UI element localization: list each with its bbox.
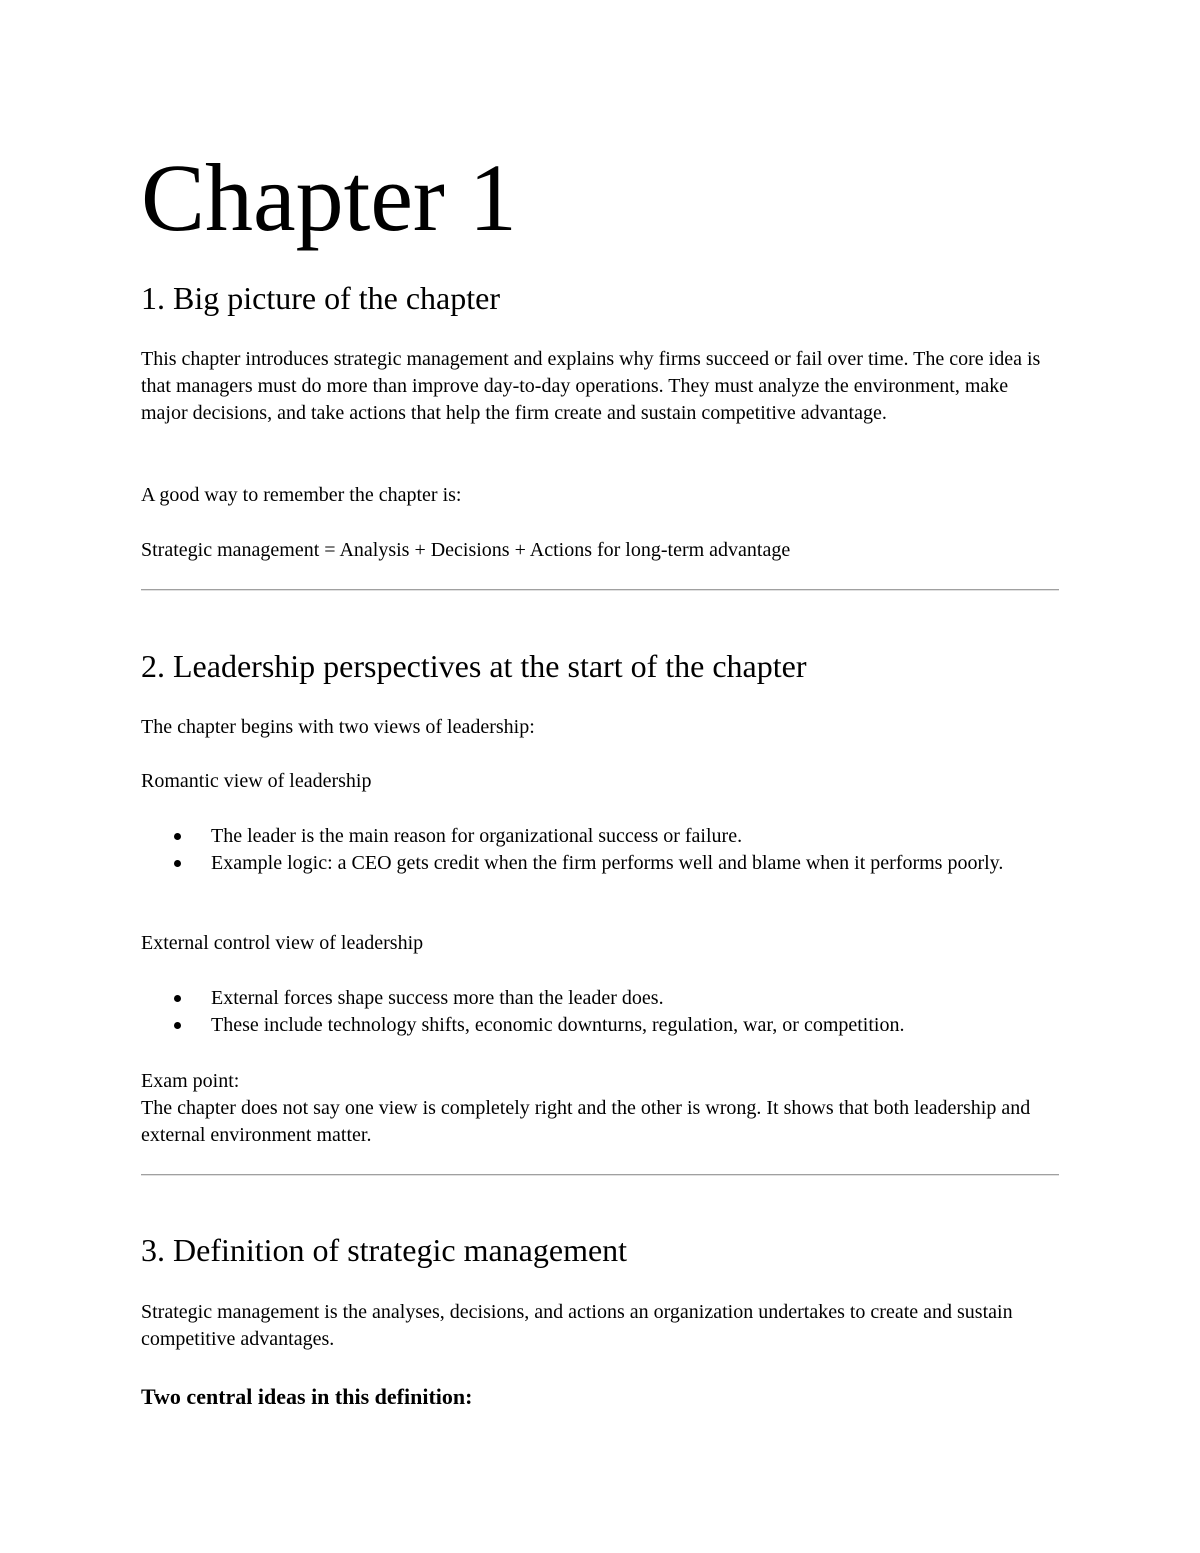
bullet-icon — [174, 995, 181, 1002]
exam-point-label: Exam point: — [141, 1070, 240, 1092]
external-view-label: External control view of leadership — [141, 932, 424, 954]
section-2-heading: 2. Leadership perspectives at the start of the chapter — [141, 648, 807, 684]
section-1-remember-line: A good way to remember the chapter is: — [141, 484, 462, 506]
romantic-view-list — [141, 823, 1059, 877]
list-item — [141, 985, 1091, 1012]
horizontal-rule — [141, 589, 1059, 591]
definition-text: Strategic management is the analyses, decisions, and actions an organization undertakes to create and sustain competitive advantages. — [141, 1301, 1013, 1350]
section-1-formula: Strategic management = Analysis + Decisions + Actions for long-term advantage — [141, 539, 791, 561]
bullet-icon — [174, 1022, 181, 1029]
section-1-paragraph: This chapter introduces strategic management and explains why firms succeed or fail over time. The core idea is that managers must do more than improve day-to-day operations. They must analyze the environment, make major decisions, and take actions that help the firm create and sustain competitive advantage. — [141, 348, 1041, 424]
list-item-text: Example logic: a CEO gets credit when the firm performs well and blame when it performs poorly. — [211, 852, 1004, 874]
list-item — [141, 1012, 1091, 1039]
section-1-heading: 1. Big picture of the chapter — [141, 280, 500, 316]
list-item-text: These include technology shifts, economic downturns, regulation, war, or competition. — [211, 1014, 905, 1036]
chapter-title: Chapter 1 — [141, 144, 517, 251]
section-3-heading: 3. Definition of strategic management — [141, 1232, 628, 1268]
list-item — [141, 823, 1011, 850]
list-item-text: External forces shape success more than the leader does. — [211, 987, 664, 1009]
external-view-list — [141, 985, 1059, 1039]
central-ideas-heading: Two central ideas in this definition: — [141, 1384, 473, 1409]
list-item — [141, 850, 1011, 877]
bullet-icon — [174, 860, 181, 867]
bullet-icon — [174, 833, 181, 840]
section-2-intro: The chapter begins with two views of leadership: — [141, 716, 535, 738]
horizontal-rule — [141, 1174, 1059, 1176]
exam-point-text: The chapter does not say one view is completely right and the other is wrong. It shows that both leadership and external environment matter. — [141, 1097, 1031, 1146]
romantic-view-label: Romantic view of leadership — [141, 770, 372, 792]
list-item-text: The leader is the main reason for organizational success or failure. — [211, 825, 743, 847]
